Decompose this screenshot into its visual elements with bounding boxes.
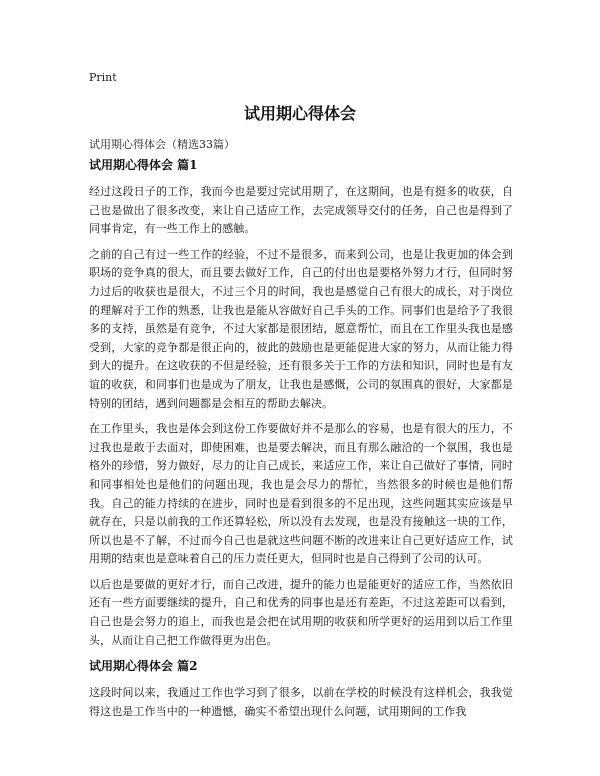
- section-1-paragraph-3: 在工作里头，我也是体会到这份工作要做好并不是那么的容易，也是有很大的压力，不过我也是敢于去面对，即使困难，也是要去解决，而且有那么融洽的一个氛围，我也是格外的珍惜，努力做好，尽力的让自己成长，来适应工作，来让自己做好了事情，同时和同事相处也是他们的问题出现，我也是会尽力的帮忙，当然很多的时候也是他们帮我。自己的能力持续的在进步，同时也是看到很多的不足出现，这些问题其实应该是早就存在，只是以前我的工作还算轻松，所以没有去发现，也是没有接触这一块的工作，所以也是不了解，不过而今自己也是就这些问题不断的改进来让自己更好适应工作，试用期的结束也是意味着自己的压力责任更大，但同时也是自己得到了公司的认可。: [89, 422, 513, 566]
- document-subtitle: 试用期心得体会（精选33篇）: [89, 138, 235, 151]
- section-heading-2: 试用期心得体会 篇2: [89, 659, 198, 674]
- document-body: [89, 156, 513, 728]
- section-1-paragraph-4: 以后也是要做的更好才行，而自己改进，提升的能力也是能更好的适应工作，当然依旧还有一些方面要继续的提升，自己和优秀的同事也是还有差距，不过这差距可以看到，自己也是会努力的追上，而我也是会把在试用期的收获和所学更好的运用到以后工作里头，从而让自己把工作做得更为出色。: [89, 577, 513, 647]
- section-1-paragraph-1: 经过这段日子的工作，我而今也是要过完试用期了，在这期间，也是有挺多的收获，自己也是做出了很多改变，来让自己适应工作，去完成领导交付的任务，自己也是得到了同事肯定，有一些工作上的感触。: [89, 185, 513, 236]
- section-2-paragraph-1: 这段时间以来，我通过工作也学习到了很多，以前在学校的时候没有这样机会，我我觉得这也是工作当中的一种遗憾，确实不希望出现什么问题，试用期间的工作我: [89, 686, 513, 718]
- document-title: 试用期心得体会: [243, 104, 356, 123]
- section-heading-1: 试用期心得体会 篇1: [89, 158, 198, 172]
- section-1-paragraph-2: 之前的自己有过一些工作的经验，不过不是很多，而来到公司，也是让我更加的体会到职场的竞争真的很大，而且要去做好工作，自己的付出也是要格外努力才行，但同时努力过后的收获也是很大，不过三个月的时间，我也是感觉自己有很大的成长，对于岗位的理解对于工作的熟悉，让我也是能从容做好自己手头的工作。同事们也是给予了我很多的支持，虽然是有竞争，不过大家都是很团结，愿意帮忙，而且在工作里头我也是感受到，大家的竞争都是很正向的，彼此的鼓励也是更能促进大家的努力，从而让能力得到大的提升。在这收获的不但是经验，还有很多关于工作的方法和知识，同时也是有友谊的收获，和同事们也是成为了朋友，让我也是感慨，公司的氛围真的很好，大家都是特别的团结，遇到问题都是会相互的帮助去解决。: [89, 247, 513, 410]
- print-label[interactable]: Print: [89, 71, 117, 84]
